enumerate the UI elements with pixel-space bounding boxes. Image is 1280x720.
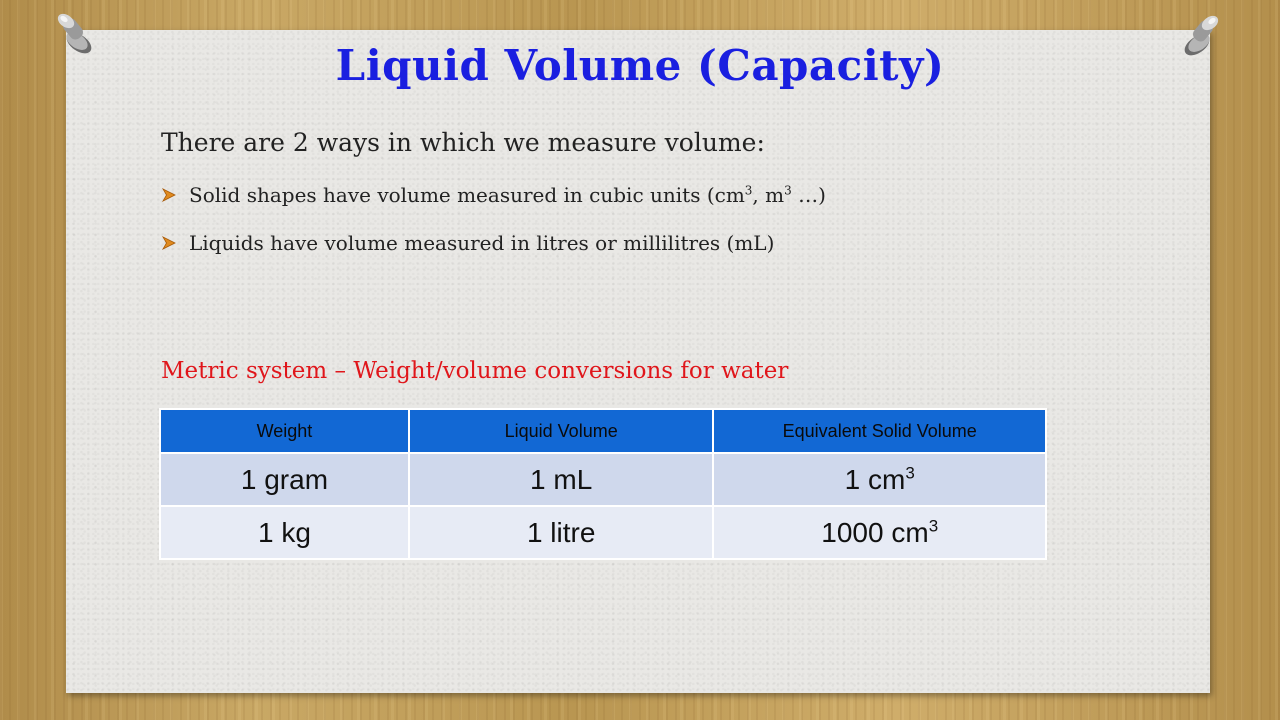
superscript: 3 [744, 183, 753, 198]
superscript: 3 [928, 516, 939, 536]
bullet-text: Solid shapes have volume measured in cubic units ($cm^3$, $m^3$ …) [189, 183, 826, 207]
column-header-liquid-volume: Liquid Volume [409, 409, 714, 453]
bullet-item-solid-shapes [161, 176, 826, 214]
cell-liquid-volume: 1 litre [409, 506, 714, 559]
bullet-list [161, 176, 826, 272]
superscript: 3 [905, 463, 915, 483]
cell-weight: 1 gram [160, 453, 409, 506]
superscript: 3 [784, 183, 792, 198]
bullet-text: Liquids have volume measured in litres or millilitres (mL) [189, 231, 775, 255]
table-subheading: Metric system – Weight/volume conversions for water [161, 358, 789, 384]
slide-title: Liquid Volume (Capacity) [335, 41, 945, 90]
table-row [160, 453, 1046, 506]
column-header-solid-volume: Equivalent Solid Volume [713, 409, 1046, 453]
table-row [160, 506, 1046, 559]
conversion-table [159, 408, 1047, 560]
table-header-row [160, 409, 1046, 453]
cell-solid-volume: 1 $cm^3$ [713, 453, 1046, 506]
bullet-item-liquids [161, 224, 826, 262]
cell-solid-volume: 1000 $cm^3$ [713, 506, 1046, 559]
column-header-weight: Weight [160, 409, 409, 453]
intro-text: There are 2 ways in which we measure volume: [161, 128, 765, 157]
arrow-bullet-icon [161, 235, 177, 251]
cell-weight: 1 kg [160, 506, 409, 559]
cell-liquid-volume: 1 mL [409, 453, 714, 506]
arrow-bullet-icon [161, 187, 177, 203]
